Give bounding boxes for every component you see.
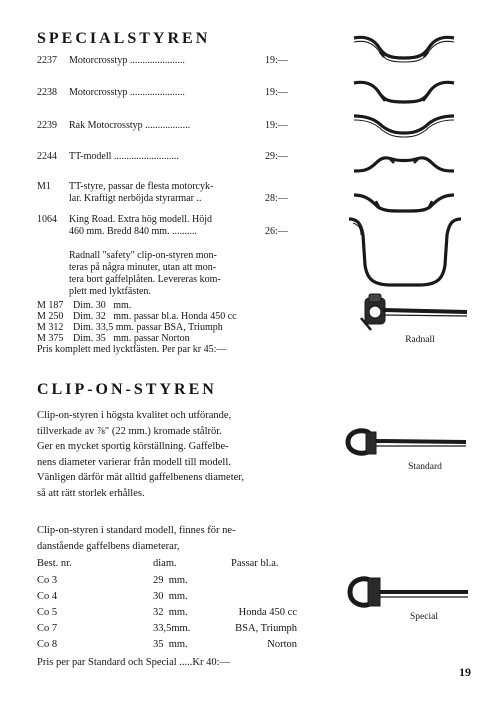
item-description: King Road. Extra hög modell. Höjd [69,214,213,225]
clipon-price-line: Pris per par Standard och Special .....Kr 40:— [37,657,231,668]
table-row [37,621,297,637]
column-header-diam: diam. [153,558,177,569]
table-row [37,589,297,605]
item-description: Motorcrosstyp ...................... [69,55,185,66]
item-number: 2238 [37,87,57,98]
special-clipon-illustration [342,568,472,612]
clipon-intro-2: Clip-on-styren i standard modell, finnes för ne- danstående gaffelbens diameterar, [37,525,236,552]
section-heading-clipon: CLIP-ON-STYREN [37,381,217,398]
radnall-description: Radnall "safety" clip-on-styren mon- teras på några minuter, utan att mon- tera bort gaffelplåten. Levereras kom- plett med lyktfästen. [69,250,221,297]
table-row [37,605,297,621]
dimension-code: M 250 [37,311,64,322]
cell-diam: 30 mm. [153,591,188,602]
item-description: 460 mm. Bredd 840 mm. .......... [69,226,198,237]
cell-fits: Norton [267,639,297,650]
cell-nr: Co 3 [37,575,58,586]
item-description: Rak Motocrosstyp .................. [69,120,191,131]
table-row [37,637,297,653]
list-item [37,120,297,132]
dimension-code: M 187 [37,300,64,311]
price-line: Pris komplett med lycktfästen. Per par kr 45:— [37,344,227,355]
list-item-m1-cont [69,193,297,205]
dimension-text: Dim. 30 mm. [73,300,132,311]
cell-diam: 33,5mm. [153,623,191,634]
column-header-passar: Passar bl.a. [231,558,279,569]
item-price: 19:— [265,87,288,98]
radnall-clipon-illustration [355,290,475,338]
item-number: 1064 [37,214,57,225]
item-price: 19:— [265,55,288,66]
table-row [37,573,297,589]
list-item [37,151,297,163]
dimension-text: Dim. 32 mm. passar bl.a. Honda 450 cc [73,311,237,322]
caption-standard: Standard [408,462,442,472]
motorcross-handlebar-illustration [350,30,460,70]
item-price: 28:— [265,193,288,204]
cell-fits: BSA, Triumph [235,623,297,634]
dimension-text: Dim. 33,5 mm. passar BSA, Triumph [73,322,223,333]
clipon-intro: Clip-on-styren i högsta kvalitet och utförande, tillverkade av ⅞" (22 mm.) kromade stålrör. Ger en mycket sportig körställning. Gaffelbe- nens diameter varierar från modell till modell. Vänligen därför mät alltid gaffelbenens diameter, så att rätt storlek erhålles. [37,410,244,499]
item-description: lar. Kraftigt nerböjda styrarmar .. [69,193,202,204]
item-price: 19:— [265,120,288,131]
caption-special: Special [410,612,438,622]
list-item-1064 [37,214,297,226]
king-road-handlebar-illustration [343,213,467,293]
dimension-text: Dim. 35 mm. passar Norton [73,333,190,344]
list-item [37,55,297,67]
cell-nr: Co 4 [37,591,58,602]
cell-nr: Co 7 [37,623,58,634]
item-description: Motorcrosstyp ...................... [69,87,185,98]
cell-nr: Co 5 [37,607,58,618]
dimension-code: M 312 [37,322,64,333]
column-header-best-nr: Best. nr. [37,558,72,569]
item-number: 2237 [37,55,57,66]
tt-handlebar-illustration [350,145,460,183]
cell-nr: Co 8 [37,639,58,650]
cell-diam: 29 mm. [153,575,188,586]
cell-diam: 32 mm. [153,607,188,618]
page-number: 19 [459,665,471,679]
item-price: 29:— [265,151,288,162]
cell-diam: 35 mm. [153,639,188,650]
list-item-m1 [37,181,297,193]
list-item-1064-cont [69,226,297,238]
item-description: TT-styre, passar de flesta motorcyk- [69,181,214,192]
item-price: 26:— [265,226,288,237]
table-header-row [37,556,297,572]
dimension-code: M 375 [37,333,64,344]
caption-radnall: Radnall [405,335,435,345]
standard-clipon-illustration [340,422,470,462]
item-description: TT-modell .......................... [69,151,179,162]
cell-fits: Honda 450 cc [238,607,297,618]
item-number: 2239 [37,120,57,131]
item-number: 2244 [37,151,57,162]
rak-motocross-handlebar-illustration [350,106,460,144]
motorcross-handlebar-2-illustration [350,71,460,111]
section-heading-specialstyren: SPECIALSTYREN [37,30,211,47]
item-number: M1 [37,181,51,192]
list-item [37,87,297,99]
